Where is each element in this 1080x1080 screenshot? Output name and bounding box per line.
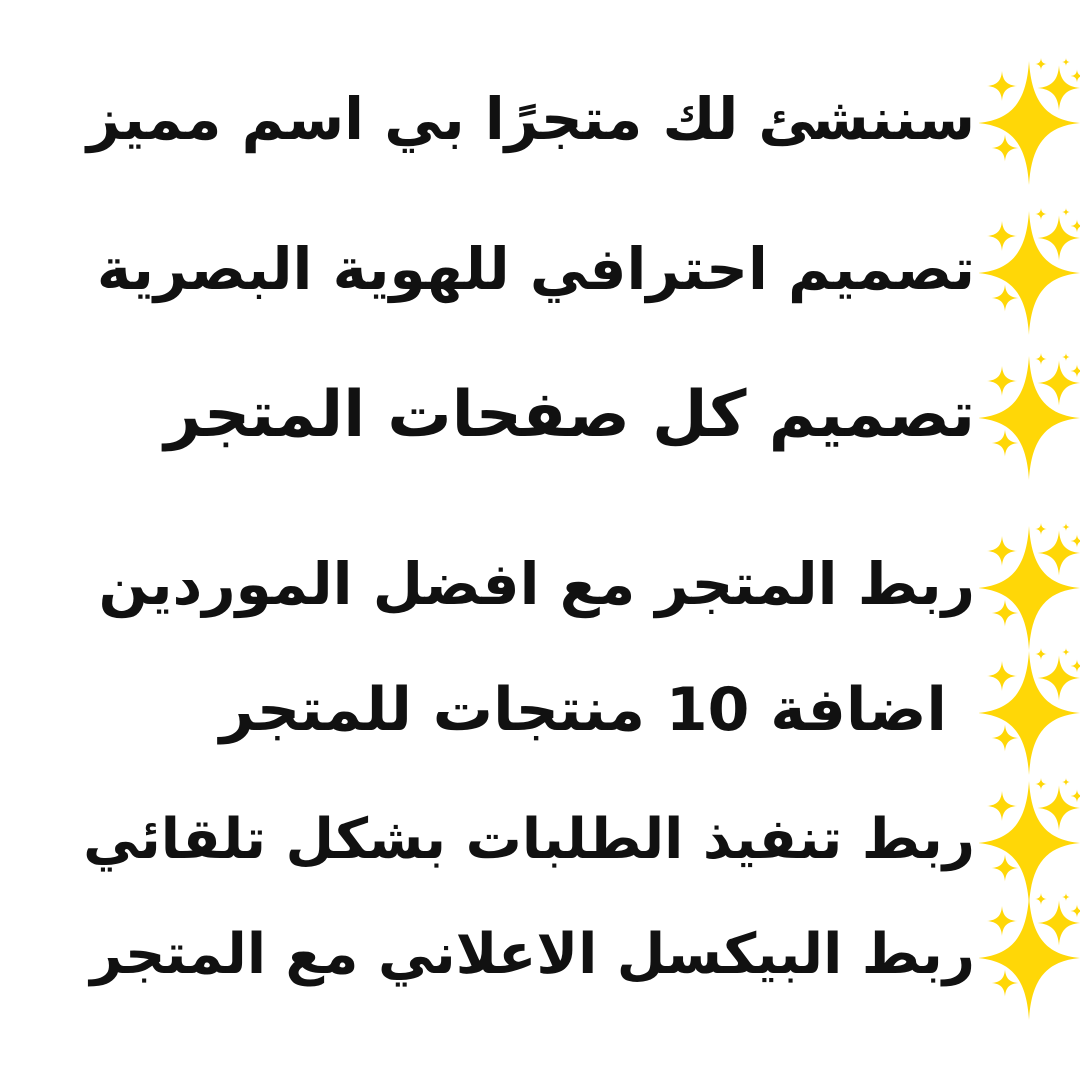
- feature-row: [0, 520, 1080, 650]
- feature-text: ربط المتجر مع افضل الموردين: [98, 550, 975, 619]
- feature-row: [0, 205, 1080, 335]
- feature-row: [0, 55, 1080, 185]
- feature-text: تصميم احترافي للهوية البصرية: [96, 235, 975, 304]
- feature-row: [0, 350, 1080, 480]
- sparkle-icon: [979, 55, 1080, 185]
- feature-text: سننشئ لك متجرًا بي اسم مميز: [86, 85, 975, 154]
- feature-row: [0, 645, 1080, 775]
- sparkle-icon: [979, 890, 1080, 1020]
- sparkle-icon: [979, 520, 1080, 650]
- sparkle-icon: [979, 205, 1080, 335]
- feature-row: [0, 775, 1080, 905]
- feature-text: تصميم كل صفحات المتجر: [164, 377, 975, 452]
- feature-text: اضافة 10 منتجات للمتجر: [219, 675, 947, 745]
- feature-text: ربط البيكسل الاعلاني مع المتجر: [90, 922, 975, 988]
- sparkle-icon: [979, 645, 1080, 775]
- sparkle-icon: [979, 775, 1080, 905]
- sparkle-icon: [979, 350, 1080, 480]
- feature-text: ربط تنفيذ الطلبات بشكل تلقائي: [83, 807, 975, 873]
- feature-row: [0, 890, 1080, 1020]
